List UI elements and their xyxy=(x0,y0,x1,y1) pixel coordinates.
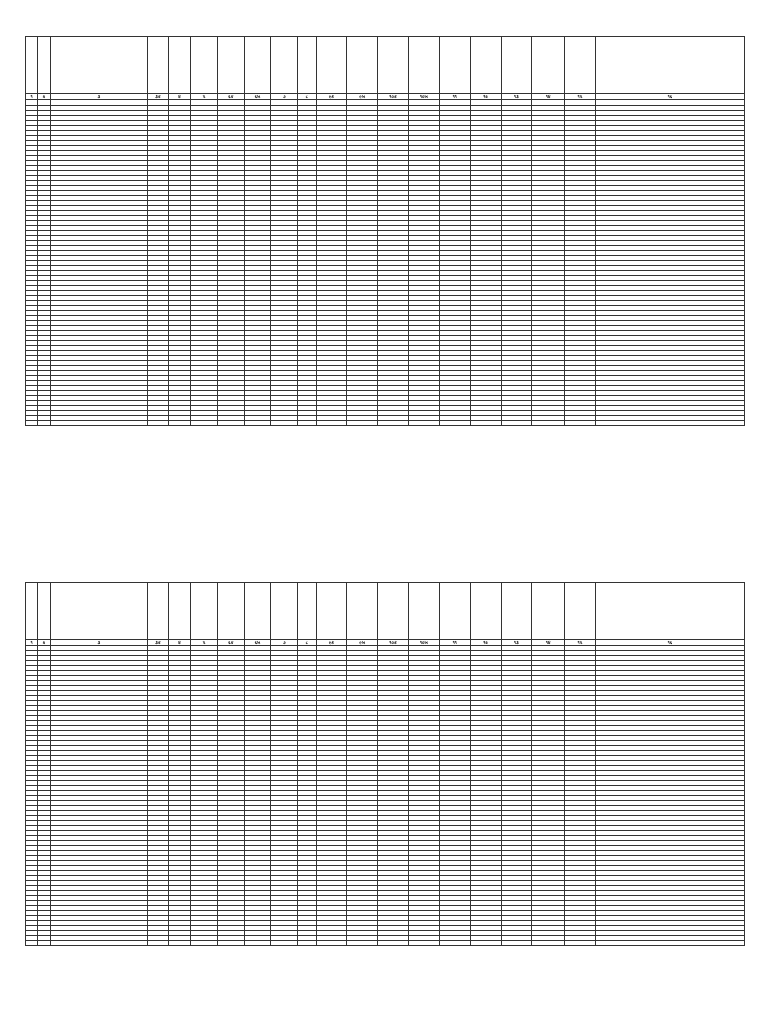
col-num: ૩ક xyxy=(148,94,169,100)
col-num: ૬ક xyxy=(218,94,245,100)
col-num: ૧૧ xyxy=(439,640,470,646)
col-num: ૧૩ xyxy=(501,94,532,100)
table-cell xyxy=(595,421,744,426)
col-num: ૯ક xyxy=(316,640,347,646)
table-cell xyxy=(470,421,501,426)
col-num: ૪ xyxy=(168,94,191,100)
table-cell xyxy=(470,941,501,946)
col-num: ૧૧ xyxy=(439,94,470,100)
table-cell xyxy=(218,421,245,426)
col-num: ૨ xyxy=(38,94,50,100)
col-num: ૩ xyxy=(50,94,148,100)
table-cell xyxy=(532,421,565,426)
table-cell xyxy=(271,941,298,946)
table-cell xyxy=(244,941,271,946)
col-num: ૯ખ xyxy=(347,94,378,100)
col-num: ૭ xyxy=(271,94,298,100)
table-cell xyxy=(298,941,316,946)
col-num: ૮ xyxy=(298,640,316,646)
col-num: ૫ xyxy=(191,94,218,100)
table-cell xyxy=(501,421,532,426)
table-cell xyxy=(409,421,440,426)
col-num: ૨ xyxy=(38,640,50,646)
col-num: ૯ખ xyxy=(347,640,378,646)
table-cell xyxy=(271,421,298,426)
col-num: ૧૫ xyxy=(565,94,596,100)
table-cell xyxy=(316,421,347,426)
table-cell xyxy=(532,941,565,946)
col-num: ૮ xyxy=(298,94,316,100)
col-num: ૧ xyxy=(26,94,38,100)
table-cell xyxy=(347,421,378,426)
col-num: ૧૬ xyxy=(595,94,744,100)
col-num: ૪ xyxy=(168,640,191,646)
col-num: ૧૬ xyxy=(595,640,744,646)
table-cell xyxy=(347,941,378,946)
page-1-table xyxy=(25,36,745,426)
col-num: ૧૪ xyxy=(532,640,565,646)
col-num: ૧૨ xyxy=(470,94,501,100)
col-num: ૧૦ક xyxy=(378,640,409,646)
table-cell xyxy=(378,941,409,946)
col-num: ૫ xyxy=(191,640,218,646)
col-num: ૩ xyxy=(50,640,148,646)
table-cell xyxy=(168,421,191,426)
table-cell xyxy=(595,941,744,946)
table-cell xyxy=(26,421,38,426)
table-cell xyxy=(218,941,245,946)
table-cell xyxy=(439,421,470,426)
page-2-table xyxy=(25,582,745,946)
col-num: ૭ xyxy=(271,640,298,646)
table-cell xyxy=(148,421,169,426)
col-num: ૧૦ખ xyxy=(409,640,440,646)
table-cell xyxy=(50,941,148,946)
table-header-row xyxy=(26,37,745,94)
table-cell xyxy=(191,941,218,946)
col-num: ૧૩ xyxy=(501,640,532,646)
table-cell xyxy=(378,421,409,426)
table-cell xyxy=(191,421,218,426)
col-num: ૧૦ખ xyxy=(409,94,440,100)
col-num: ૧૪ xyxy=(532,94,565,100)
table-cell xyxy=(439,941,470,946)
table-cell xyxy=(565,941,596,946)
col-num: ૬ખ xyxy=(244,640,271,646)
col-num: ૧૫ xyxy=(565,640,596,646)
table-cell xyxy=(409,941,440,946)
table-cell xyxy=(501,941,532,946)
col-num: ૯ક xyxy=(316,94,347,100)
col-num: ૩ક xyxy=(148,640,169,646)
table-cell xyxy=(316,941,347,946)
col-num: ૬ક xyxy=(218,640,245,646)
table-cell xyxy=(244,421,271,426)
table-row xyxy=(26,941,745,946)
table-cell xyxy=(38,421,50,426)
table-cell xyxy=(148,941,169,946)
page-1 xyxy=(0,30,768,426)
col-num: ૬ખ xyxy=(244,94,271,100)
table-cell xyxy=(50,421,148,426)
col-num: ૧૦ક xyxy=(378,94,409,100)
col-num: ૧૨ xyxy=(470,640,501,646)
page-2 xyxy=(0,576,768,946)
table-cell xyxy=(26,941,38,946)
table-cell xyxy=(38,941,50,946)
table-header-row xyxy=(26,583,745,640)
table-cell xyxy=(565,421,596,426)
table-cell xyxy=(168,941,191,946)
table-row xyxy=(26,421,745,426)
table-cell xyxy=(298,421,316,426)
col-num: ૧ xyxy=(26,640,38,646)
